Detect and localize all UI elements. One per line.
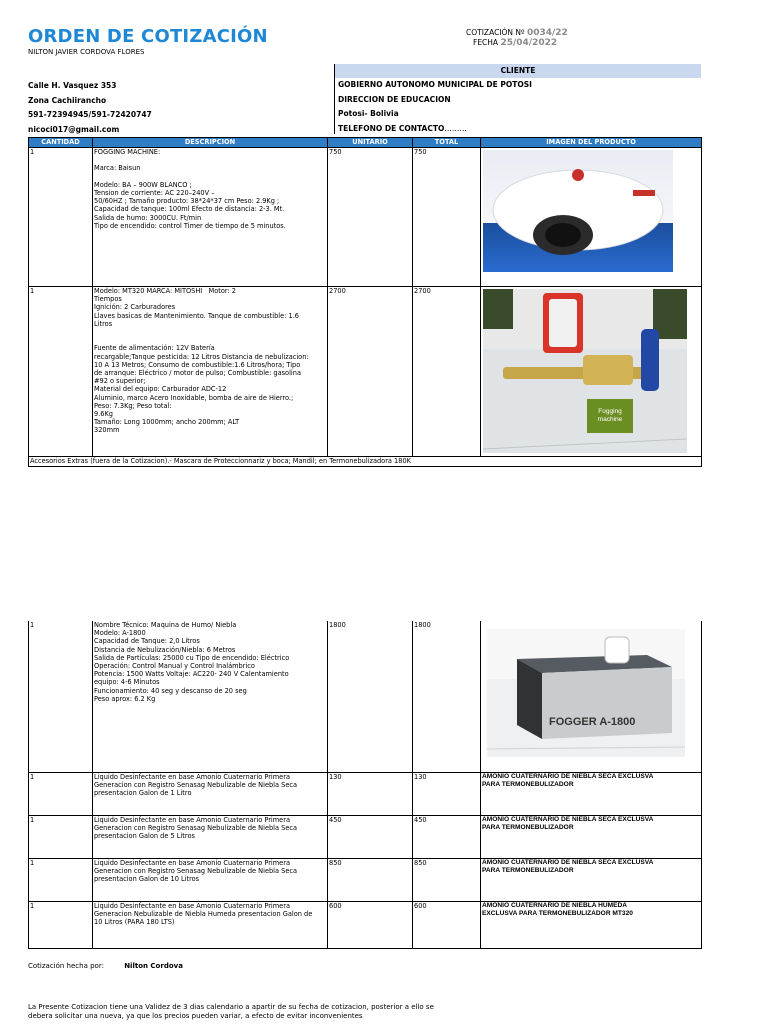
made-by-name: Nilton Cordova bbox=[124, 962, 183, 970]
row-unit-price: 130 bbox=[328, 772, 413, 815]
row-note: AMONIO CUATERNARIO DE NIEBLA HUMEDA EXCLUSVA PARA TERMONEBULIZADOR MT320 bbox=[481, 901, 702, 948]
client-contact-value: ……… bbox=[444, 123, 467, 133]
row-qty: 1 bbox=[29, 901, 93, 948]
client-heading: CLIENTE bbox=[335, 64, 701, 78]
table-row bbox=[29, 148, 702, 287]
row-qty: 1 bbox=[29, 148, 93, 287]
client-contact bbox=[338, 122, 532, 137]
made-by-line bbox=[28, 962, 183, 970]
validity-note: La Presente Cotizacion tiene una Validez de 3 dias calendario a apartir de su fecha de cotizacion, posterior a ello se debera solicitar una nueva, ya que los precios pueden variar, a efecto de evitar inconvenientes bbox=[28, 1003, 434, 1020]
sender-address: Calle H. Vasquez 353 bbox=[28, 81, 117, 90]
col-header-description: DESCRIPCION bbox=[93, 138, 328, 148]
table-row bbox=[29, 858, 702, 901]
table-row bbox=[29, 621, 702, 772]
row-description: Modelo: MT320 MARCA: MITOSHI Motor: 2 Tiempos Ignición: 2 Carburadores Llaves basicas de Mantenimiento. Tanque de combustible: 1.6 Litros Fuente de alimentación: 12V Batería recargable;Tanque pesticida: 12 Litros Distancia de nebulizacion: 10 A 13 Metros; Consumo de combustible:1.6 Litros/hora; Tipo de arranque: Eléctrico / motor de pulso; Combustible: gasolina #92 o superior; Material del equipo: Carburador ADC-12 Aluminio, marco Acero Inoxidable, bomba de aire de Hierro.; Peso: 7.3Kg; Peso total: 9.6Kg Tamaño: Long 1000mm; ancho 200mm; ALT 320mm bbox=[93, 287, 328, 457]
quote-table-continued bbox=[28, 621, 702, 949]
row-description: Liquido Desinfectante en base Amonio Cuaternario Primera Generacion con Registro Senasag Nebulizable de Niebla Seca presentacion Galon de 10 Litros bbox=[93, 858, 328, 901]
row-unit-price: 2700 bbox=[328, 287, 413, 457]
col-header-qty: CANTIDAD bbox=[29, 138, 93, 148]
row-qty: 1 bbox=[29, 287, 93, 457]
client-box bbox=[334, 64, 701, 134]
row-qty: 1 bbox=[29, 815, 93, 858]
fogger-a1800-photo bbox=[487, 629, 685, 757]
row-total: 1800 bbox=[413, 621, 481, 772]
col-header-unit: UNITARIO bbox=[328, 138, 413, 148]
row-unit-price: 750 bbox=[328, 148, 413, 287]
quote-date-label: FECHA bbox=[473, 38, 499, 47]
row-note: AMONIO CUATERNARIO DE NIEBLA SECA EXCLUSVA PARA TERMONEBULIZADOR bbox=[481, 858, 702, 901]
row-image-cell bbox=[481, 621, 702, 772]
quote-table bbox=[28, 137, 702, 467]
table-row bbox=[29, 772, 702, 815]
row-note: AMONIO CUATERNARIO DE NIEBLA SECA EXCLUSVA PARA TERMONEBULIZADOR bbox=[481, 815, 702, 858]
fogger-caption-2: machine bbox=[597, 416, 623, 423]
row-unit-price: 1800 bbox=[328, 621, 413, 772]
row-unit-price: 450 bbox=[328, 815, 413, 858]
quote-number-line bbox=[466, 28, 568, 38]
row-description: Liquido Desinfectante en base Amonio Cuaternario Primera Generacion Nebulizable de Niebla Humeda presentacion Galon de 10 Litros (PARA 180 LTS) bbox=[93, 901, 328, 948]
row-total: 750 bbox=[413, 148, 481, 287]
sender-phones: 591-72394945/591-72420747 bbox=[28, 110, 152, 119]
row-qty: 1 bbox=[29, 772, 93, 815]
row-description: Nombre Técnico: Maquina de Humo/ Niebla Modelo: A-1800 Capacidad de Tanque: 2,0 Litros Distancia de Nebulización/Niebla: 6 Metros Salida de Partículas: 25000 cu Tipo de encendido: Eléctrico Operación: Control Manual y Control Inalámbrico Potencia: 1500 Watts Voltaje: AC220- 240 V Calentamiento equipo: 4-6 Minutos Funcionamiento: 40 seg y descanso de 20 seg Peso aprox: 6.2 Kg bbox=[93, 621, 328, 772]
row-total: 130 bbox=[413, 772, 481, 815]
col-header-image: IMAGEN DEL PRODUCTO bbox=[481, 138, 702, 148]
fogger-model-caption: FOGGER A-1800 bbox=[549, 716, 636, 728]
row-description: Liquido Desinfectante en base Amonio Cuaternario Primera Generacion con Registro Senasag Nebulizable de Niebla Seca presentacion Galon de 1 Litro bbox=[93, 772, 328, 815]
table-row bbox=[29, 901, 702, 948]
row-total: 850 bbox=[413, 858, 481, 901]
sender-email: nicoci017@gmail.com bbox=[28, 124, 120, 134]
client-location: Potosi- Bolivia bbox=[338, 109, 399, 118]
accessories-row bbox=[29, 457, 702, 467]
made-by-label: Cotización hecha por: bbox=[28, 962, 104, 970]
white-fogging-machine-photo bbox=[483, 150, 673, 272]
quote-date-line bbox=[473, 38, 557, 48]
row-image-cell bbox=[481, 287, 702, 457]
col-header-total: TOTAL bbox=[413, 138, 481, 148]
row-description: FOGGING MACHINE: Marca: Baisun Modelo: BA – 900W BLANCO ; Tension de corriente: AC 220–240V – 50/60HZ ; Tamaño producto: 38*24*37 cm Peso: 2.9Kg ; Capacidad de tanque: 100ml Efecto de distancia: 2-3. Mt. Salida de humo: 3000CU. Ft/min Tipo de encendido: control Timer de tiempo de 5 minutos. bbox=[93, 148, 328, 287]
client-contact-label: TELEFONO DE CONTACTO bbox=[338, 123, 445, 133]
thermal-fogger-mt320-photo bbox=[483, 289, 687, 453]
document-title: ORDEN DE COTIZACIÓN bbox=[28, 26, 268, 47]
row-note: AMONIO CUATERNARIO DE NIEBLA SECA EXCLUSVA PARA TERMONEBULIZADOR bbox=[481, 772, 702, 815]
row-unit-price: 850 bbox=[328, 858, 413, 901]
issuer-name: NILTON JAVIER CORDOVA FLORES bbox=[28, 48, 145, 56]
fogger-caption-1: Fogging bbox=[598, 408, 622, 415]
row-qty: 1 bbox=[29, 621, 93, 772]
row-total: 450 bbox=[413, 815, 481, 858]
client-name: GOBIERNO AUTONOMO MUNICIPAL DE POTOSI bbox=[338, 80, 532, 89]
quote-number: 0034/22 bbox=[526, 28, 568, 38]
row-qty: 1 bbox=[29, 858, 93, 901]
row-image-cell bbox=[481, 148, 702, 287]
client-department: DIRECCION DE EDUCACION bbox=[338, 94, 451, 104]
row-total: 600 bbox=[413, 901, 481, 948]
row-unit-price: 600 bbox=[328, 901, 413, 948]
table-row bbox=[29, 287, 702, 457]
accessories-note: Accesorios Extras (fuera de la Cotizacion).- Mascara de Proteccionnariz y boca; Mandil; en Termonebulizadora 180K bbox=[29, 457, 702, 467]
table-header-row bbox=[29, 138, 702, 148]
row-description: Liquido Desinfectante en base Amonio Cuaternario Primera Generacion con Registro Senasag Nebulizable de Niebla Seca presentacion Galon de 5 Litros bbox=[93, 815, 328, 858]
table-row bbox=[29, 815, 702, 858]
sender-zone: Zona Cachiirancho bbox=[28, 95, 107, 105]
quote-number-label: COTIZACIÓN Nº bbox=[466, 28, 525, 37]
quote-date: 25/04/2022 bbox=[500, 38, 558, 48]
row-total: 2700 bbox=[413, 287, 481, 457]
sender-block bbox=[28, 79, 152, 137]
